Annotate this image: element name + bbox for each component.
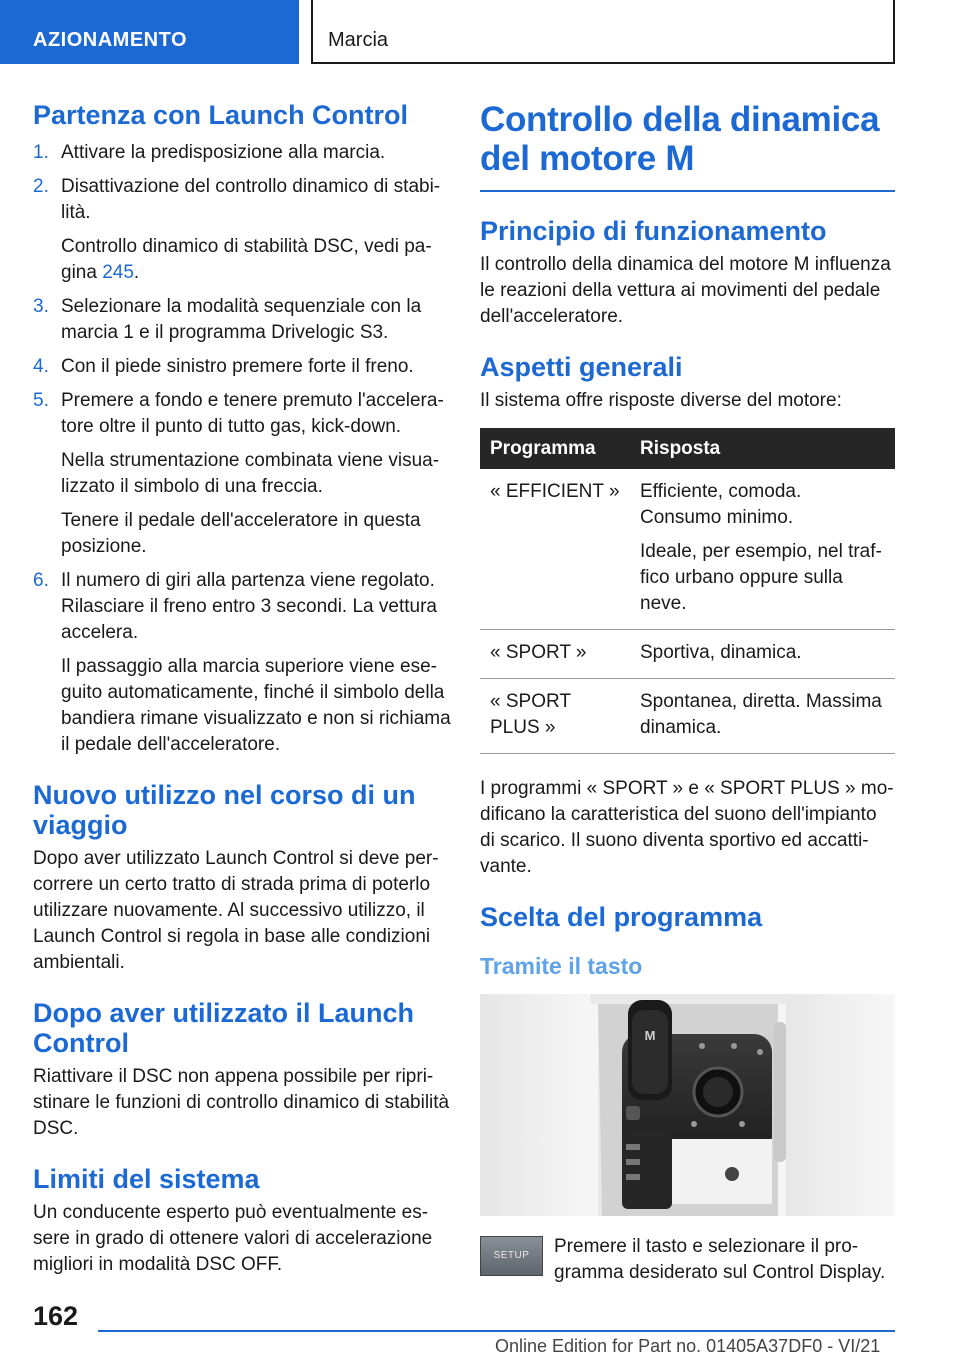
step-item [33,354,451,380]
step-note-text: Controllo dinamico di stabilità DSC, vedi pa-gina [61,236,432,283]
console-illustration [480,994,895,1216]
step-text: Con il piede sinistro premere forte il freno. [61,356,414,377]
table-row [480,679,895,754]
program-cell: « SPORT PLUS » [480,679,630,754]
response-cell: Spontanea, diretta. Massima dinamica. [630,679,895,754]
step-number: 6. [33,570,49,591]
table-row [480,469,895,630]
footer-rule [98,1330,895,1332]
step-number: 5. [33,390,49,411]
step-note [61,234,451,286]
step-item [33,388,451,560]
after-use-text: Riattivare il DSC non appena possibile per ripri-stinare le funzioni di controllo dinamico di stabilità DSC. [33,1066,450,1139]
m-logo-text: M [644,1028,656,1043]
choice-heading: Scelta del programma [480,902,763,932]
launch-control-heading: Partenza con Launch Control [33,100,409,130]
right-column [480,100,895,1294]
step-text: Premere a fondo e tenere premuto l'accelera-tore oltre il punto di tutto gas, kick-down. [61,390,444,437]
key-subheading: Tramite il tasto [480,953,643,979]
step-text: Attivare la predisposizione alla marcia. [61,142,386,163]
step-number: 1. [33,142,49,163]
step-text: Selezionare la modalità sequenziale con la marcia 1 e il programma Drivelogic S3. [61,296,422,343]
response-cell [630,469,895,630]
setup-instruction [480,1234,895,1294]
left-column [33,100,451,1278]
step-item [33,294,451,346]
program-cell: « EFFICIENT » [480,469,630,630]
step-note: Tenere il pedale dell'acceleratore in questa posizione. [61,510,421,557]
step-item [33,568,451,758]
chapter-title: Marcia [311,0,895,64]
table-header-row [480,428,895,469]
heading-rule [480,190,895,192]
program-table [480,428,895,754]
column-header-program: Programma [480,428,630,469]
principle-text: Il controllo della dinamica del motore M influenza le reazioni della vettura ai movimenti del pedale dell'acceleratore. [480,254,891,327]
step-number: 3. [33,296,49,317]
principle-heading: Principio di funzionamento [480,216,827,246]
reuse-text: Dopo aver utilizzato Launch Control si deve per-correre un certo tratto di strada prima di poterlo utilizzare nuovamente. Al successivo utilizzo, il Launch Control si regola in base alle condizioni ambientali. [33,848,439,973]
section-tab: AZIONAMENTO [0,0,299,64]
general-text: Il sistema offre risposte diverse del motore: [480,390,842,411]
setup-key-icon: SETUP [480,1236,543,1276]
response-text: Efficiente, comoda. Consumo minimo. [640,481,802,528]
general-heading: Aspetti generali [480,352,683,382]
after-use-heading: Dopo aver utilizzato il Launch Control [33,998,415,1058]
table-row [480,630,895,679]
page-number: 162 [33,1301,79,1331]
program-cell: « SPORT » [480,630,630,679]
main-heading: Controllo della dinamica del motore M [480,100,880,178]
step-item [33,140,451,166]
step-note: Nella strumentazione combinata viene visua-lizzato il simbolo di una freccia. [61,450,440,497]
reuse-heading: Nuovo utilizzo nel corso di un viaggio [33,780,416,840]
step-text: Il numero di giri alla partenza viene regolato. Rilasciare il freno entro 3 secondi. La vettura accelera. [61,570,437,643]
step-note-end: . [133,262,140,283]
limits-text: Un conducente esperto può eventualmente es-sere in grado di ottenere valori di accelerazione migliori in modalità DSC OFF. [33,1202,433,1275]
setup-text: Premere il tasto e selezionare il pro-gramma desiderato sul Control Display. [554,1236,886,1283]
step-text: Disattivazione del controllo dinamico di stabi-lità. [61,176,441,223]
step-number: 4. [33,356,49,377]
launch-steps [33,140,451,758]
sound-text: I programmi « SPORT » e « SPORT PLUS » mo-dificano la caratteristica del suono dell'impianto di scarico. Il suono diventa sportivo ed accatti-vante. [480,778,894,877]
center-console-photo [480,994,895,1216]
response-cell: Sportiva, dinamica. [630,630,895,679]
step-note: Il passaggio alla marcia superiore viene ese-guito automaticamente, finché il simbolo della bandiera rimane visualizzato e non si richiama il pedale dell'acceleratore. [61,656,451,755]
response-extra: Ideale, per esempio, nel traf-fico urbano oppure sulla neve. [640,541,882,614]
step-number: 2. [33,176,49,197]
step-item [33,174,451,286]
page-link[interactable]: 245 [102,262,134,283]
limits-heading: Limiti del sistema [33,1164,260,1194]
column-header-response: Risposta [630,428,895,469]
edition-info: Online Edition for Part no. 01405A37DF0 - VI/21 [495,1336,881,1356]
